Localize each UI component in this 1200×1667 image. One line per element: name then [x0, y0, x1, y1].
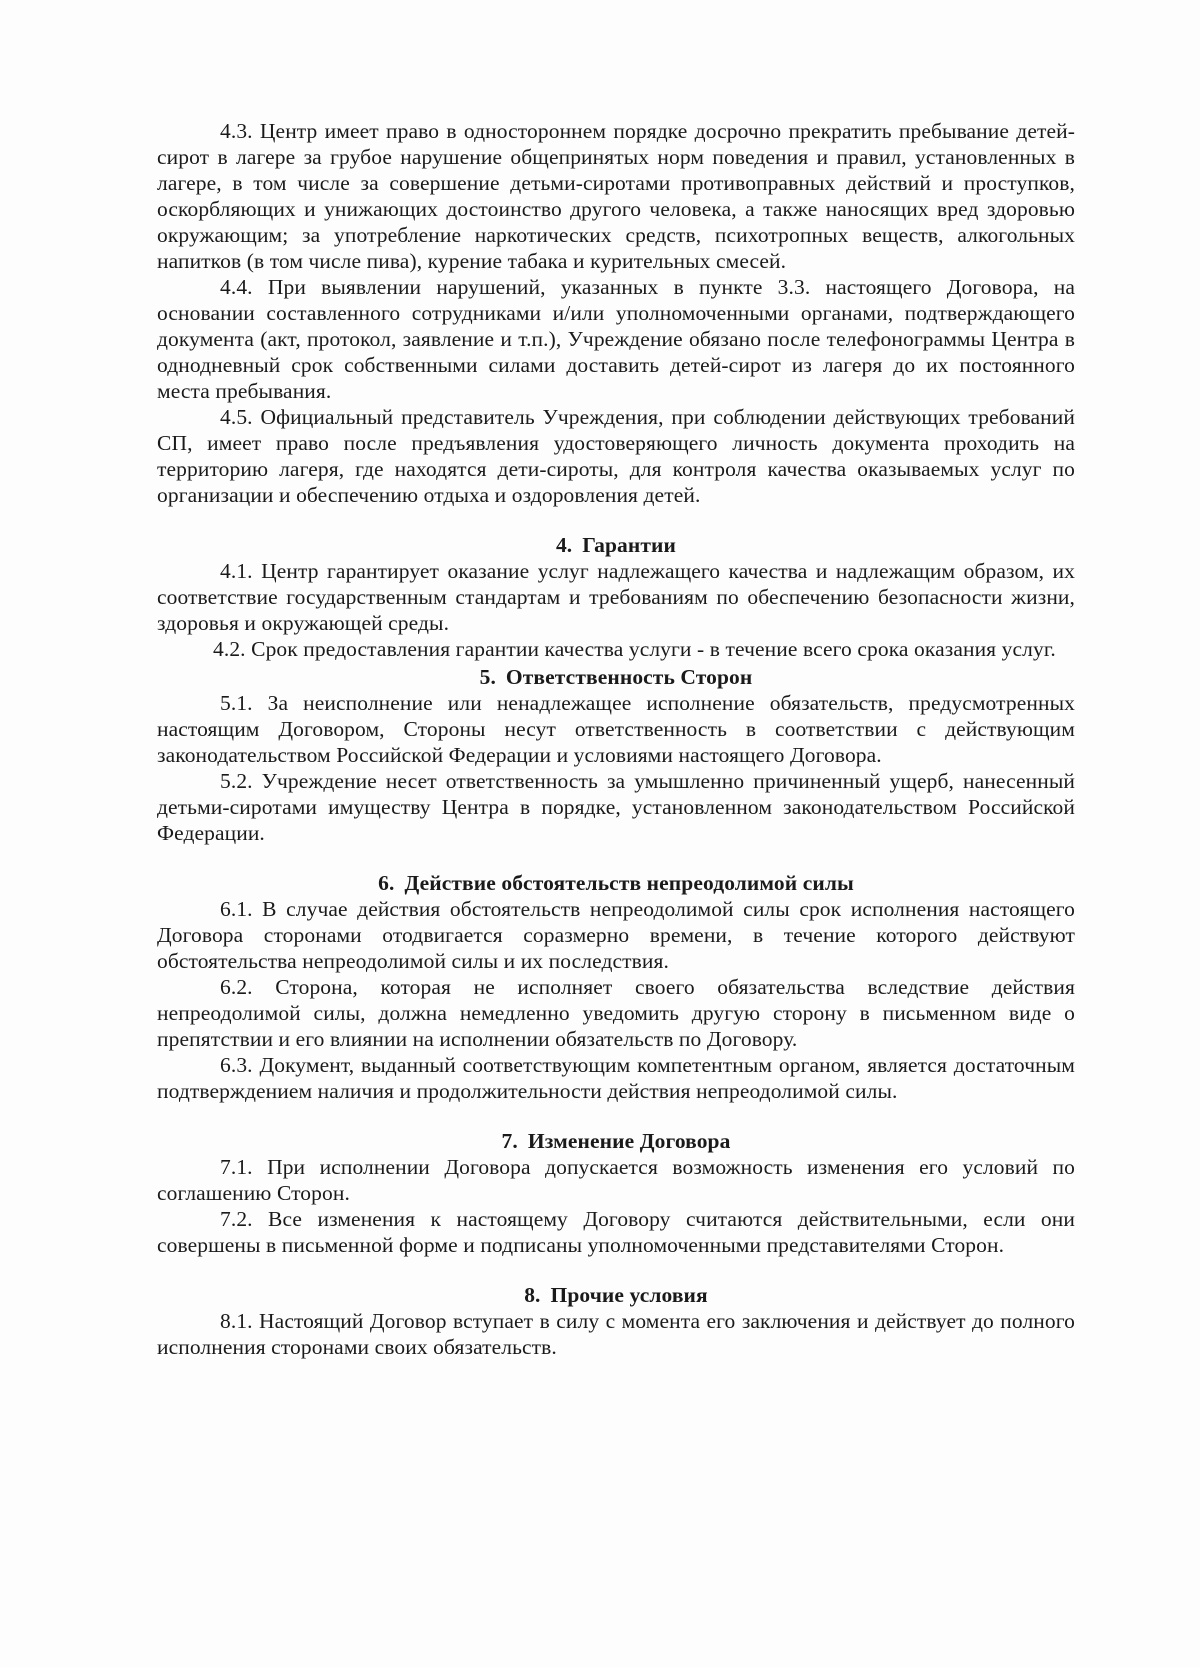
section-number: 8. [524, 1283, 541, 1307]
section-number: 6. [378, 871, 395, 895]
section-number: 4. [555, 533, 573, 557]
section-title: Действие обстоятельств непреодолимой силы [404, 871, 854, 895]
clause-6-3: 6.3. Документ, выданный соответствующим компетентным органом, является достаточным подтверждением наличия и продолжительности действия непреодолимой силы. [157, 1053, 1075, 1103]
clause-5-1: 5.1. За неисполнение или ненадлежащее исполнение обязательств, предусмотренных настоящим Договором, Стороны несут ответственность в соответствии с действующим законодательством Российской Федерации и условиями настоящего Договора. [157, 691, 1075, 767]
clause-4-3: 4.3. Центр имеет право в одностороннем порядке досрочно прекратить пребывание детей-сирот в лагере за грубое нарушение общепринятых норм поведения и правил, установленных в лагере, в том числе за совершение детьми-сиротами противоправных действий и проступков, оскорбляющих и унижающих достоинство другого человека, а также наносящих вред здоровью окружающим; за употребление наркотических средств, психотропных веществ, алкогольных напитков (в том числе пива), курение табака и курительных смесей. [157, 119, 1075, 273]
clause-4-2-guarantee: 4.2. Срок предоставления гарантии качества услуги - в течение всего срока оказания услуг. [213, 637, 1056, 661]
section-title: Изменение Договора [527, 1129, 731, 1153]
clause-6-2: 6.2. Сторона, которая не исполняет своего обязательства вследствие действия непреодолимой силы, должна немедленно уведомить другую сторону в письменном виде о препятствии и его влиянии на исполнении обязательств по Договору. [157, 975, 1075, 1051]
section-title: Ответственность Сторон [505, 665, 753, 689]
section-heading-8 [157, 1282, 1075, 1308]
clause-7-1: 7.1. При исполнении Договора допускается возможность изменения его условий по соглашению Сторон. [157, 1155, 1075, 1205]
clause-4-1-guarantee: 4.1. Центр гарантирует оказание услуг надлежащего качества и надлежащим образом, их соответствие государственным стандартам и требованиям по обеспечению безопасности жизни, здоровья и окружающей среды. [157, 559, 1075, 635]
clause-5-2: 5.2. Учреждение несет ответственность за умышленно причиненный ущерб, нанесенный детьми-сиротами имуществу Центра в порядке, установленном законодательством Российской Федерации. [157, 769, 1075, 845]
clause-8-1: 8.1. Настоящий Договор вступает в силу с момента его заключения и действует до полного исполнения сторонами своих обязательств. [157, 1309, 1075, 1359]
clause-4-5: 4.5. Официальный представитель Учреждения, при соблюдении действующих требований СП, имеет право после предъявления удостоверяющего личность документа проходить на территорию лагеря, где находятся дети-сироты, для контроля качества оказываемых услуг по организации и обеспечению отдыха и оздоровления детей. [157, 405, 1075, 507]
section-heading-5 [157, 664, 1075, 690]
section-heading-4 [157, 532, 1075, 558]
section-number: 7. [501, 1129, 518, 1153]
clause-4-4: 4.4. При выявлении нарушений, указанных в пункте 3.3. настоящего Договора, на основании составленного сотрудниками и/или уполномоченными органами, подтверждающего документа (акт, протокол, заявление и т.п.), Учреждение обязано после телефонограммы Центра в однодневный срок собственными силами доставить детей-сирот из лагеря до их постоянного места пребывания. [157, 275, 1075, 403]
section-heading-7 [157, 1128, 1075, 1154]
section-number: 5. [479, 665, 496, 689]
document-body [157, 118, 1075, 1360]
section-title: Гарантии [582, 533, 677, 557]
section-title: Прочие условия [550, 1283, 708, 1307]
section-heading-6 [157, 870, 1075, 896]
clause-6-1: 6.1. В случае действия обстоятельств непреодолимой силы срок исполнения настоящего Договора сторонами отодвигается соразмерно времени, в течение которого действуют обстоятельства непреодолимой силы и их последствия. [157, 897, 1075, 973]
clause-7-2: 7.2. Все изменения к настоящему Договору считаются действительными, если они совершены в письменной форме и подписаны уполномоченными представителями Сторон. [157, 1207, 1075, 1257]
